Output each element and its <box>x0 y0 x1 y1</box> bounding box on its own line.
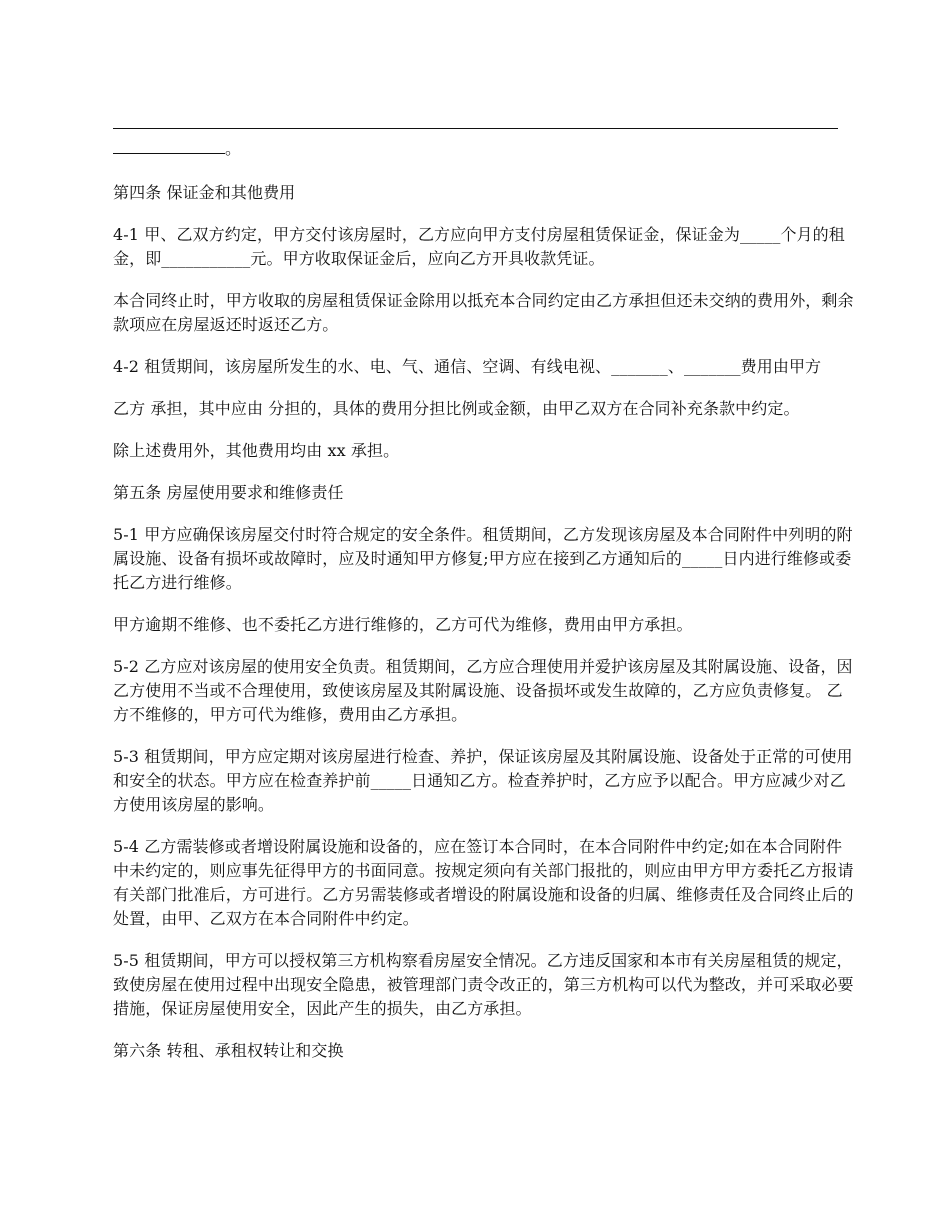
clause-4-2: 4-2 租赁期间，该房屋所发生的水、电、气、通信、空调、有线电视、_______、_______费用由甲方 <box>113 357 822 376</box>
clause-4-2-continued: 乙方 承担，其中应由 分担的，具体的费用分担比例或金额，由甲乙双方在合同补充条款中约定。 <box>113 399 800 418</box>
clause-5-1: 5-1 甲方应确保该房屋交付时符合规定的安全条件。租赁期间，乙方发现该房屋及本合同附件中列明的附属设施、设备有损坏或故障时，应及时通知甲方修复;甲方应在接到乙方通知后的_____日内进行维修或委托乙方进行维修。 <box>113 525 853 592</box>
clause-4-1: 4-1 甲、乙双方约定，甲方交付该房屋时，乙方应向甲方支付房屋租赁保证金，保证金为_____个月的租金，即___________元。甲方收取保证金后，应向乙方开具收款凭证。 <box>113 225 845 268</box>
period-mark: 。 <box>225 139 242 158</box>
clause-5-1-overdue: 甲方逾期不维修、也不委托乙方进行维修的，乙方可代为维修，费用由甲方承担。 <box>113 615 693 634</box>
clause-5-4: 5-4 乙方需装修或者增设附属设施和设备的，应在签订本合同时，在本合同附件中约定;如在本合同附件中未约定的，则应事先征得甲方的书面同意。按规定须向有关部门报批的，则应由甲方甲方委托乙方报请有关部门批准后，方可进行。乙方另需装修或者增设的附属设施和设备的归属、维修责任及合同终止后的处置，由甲、乙双方在本合同附件中约定。 <box>113 837 854 928</box>
section-heading-article-5: 第五条 房屋使用要求和维修责任 <box>113 483 344 502</box>
blank-line-ending <box>113 137 854 161</box>
fill-in-blank <box>113 137 225 154</box>
clause-4-1-termination: 本合同终止时，甲方收取的房屋租赁保证金除用以抵充本合同约定由乙方承担但还未交纳的费用外，剩余款项应在房屋返还时返还乙方。 <box>113 291 854 334</box>
clause-5-5: 5-5 租赁期间，甲方可以授权第三方机构察看房屋安全情况。乙方违反国家和本市有关房屋租赁的规定，致使房屋在使用过程中出现安全隐患，被管理部门责令改正的，第三方机构可以代为整改，并可采取必要措施，保证房屋使用安全，因此产生的损失，由乙方承担。 <box>113 951 854 1018</box>
section-heading-article-6: 第六条 转租、承租权转让和交换 <box>113 1041 344 1060</box>
section-heading-article-4: 第四条 保证金和其他费用 <box>113 183 296 202</box>
clause-5-2: 5-2 乙方应对该房屋的使用安全负责。租赁期间，乙方应合理使用并爱护该房屋及其附属设施、设备，因乙方使用不当或不合理使用，致使该房屋及其附属设施、设备损坏或发生故障的，乙方应负责修复。 乙方不维修的，甲方可代为维修，费用由乙方承担。 <box>113 657 853 724</box>
fill-in-blank-line <box>113 112 838 129</box>
clause-4-other-fees: 除上述费用外，其他费用均由 xx 承担。 <box>113 441 400 460</box>
clause-5-3: 5-3 租赁期间，甲方应定期对该房屋进行检查、养护，保证该房屋及其附属设施、设备处于正常的可使用和安全的状态。甲方应在检查养护前_____日通知乙方。检查养护时，乙方应予以配合。甲方应减少对乙方使用该房屋的影响。 <box>113 747 853 814</box>
